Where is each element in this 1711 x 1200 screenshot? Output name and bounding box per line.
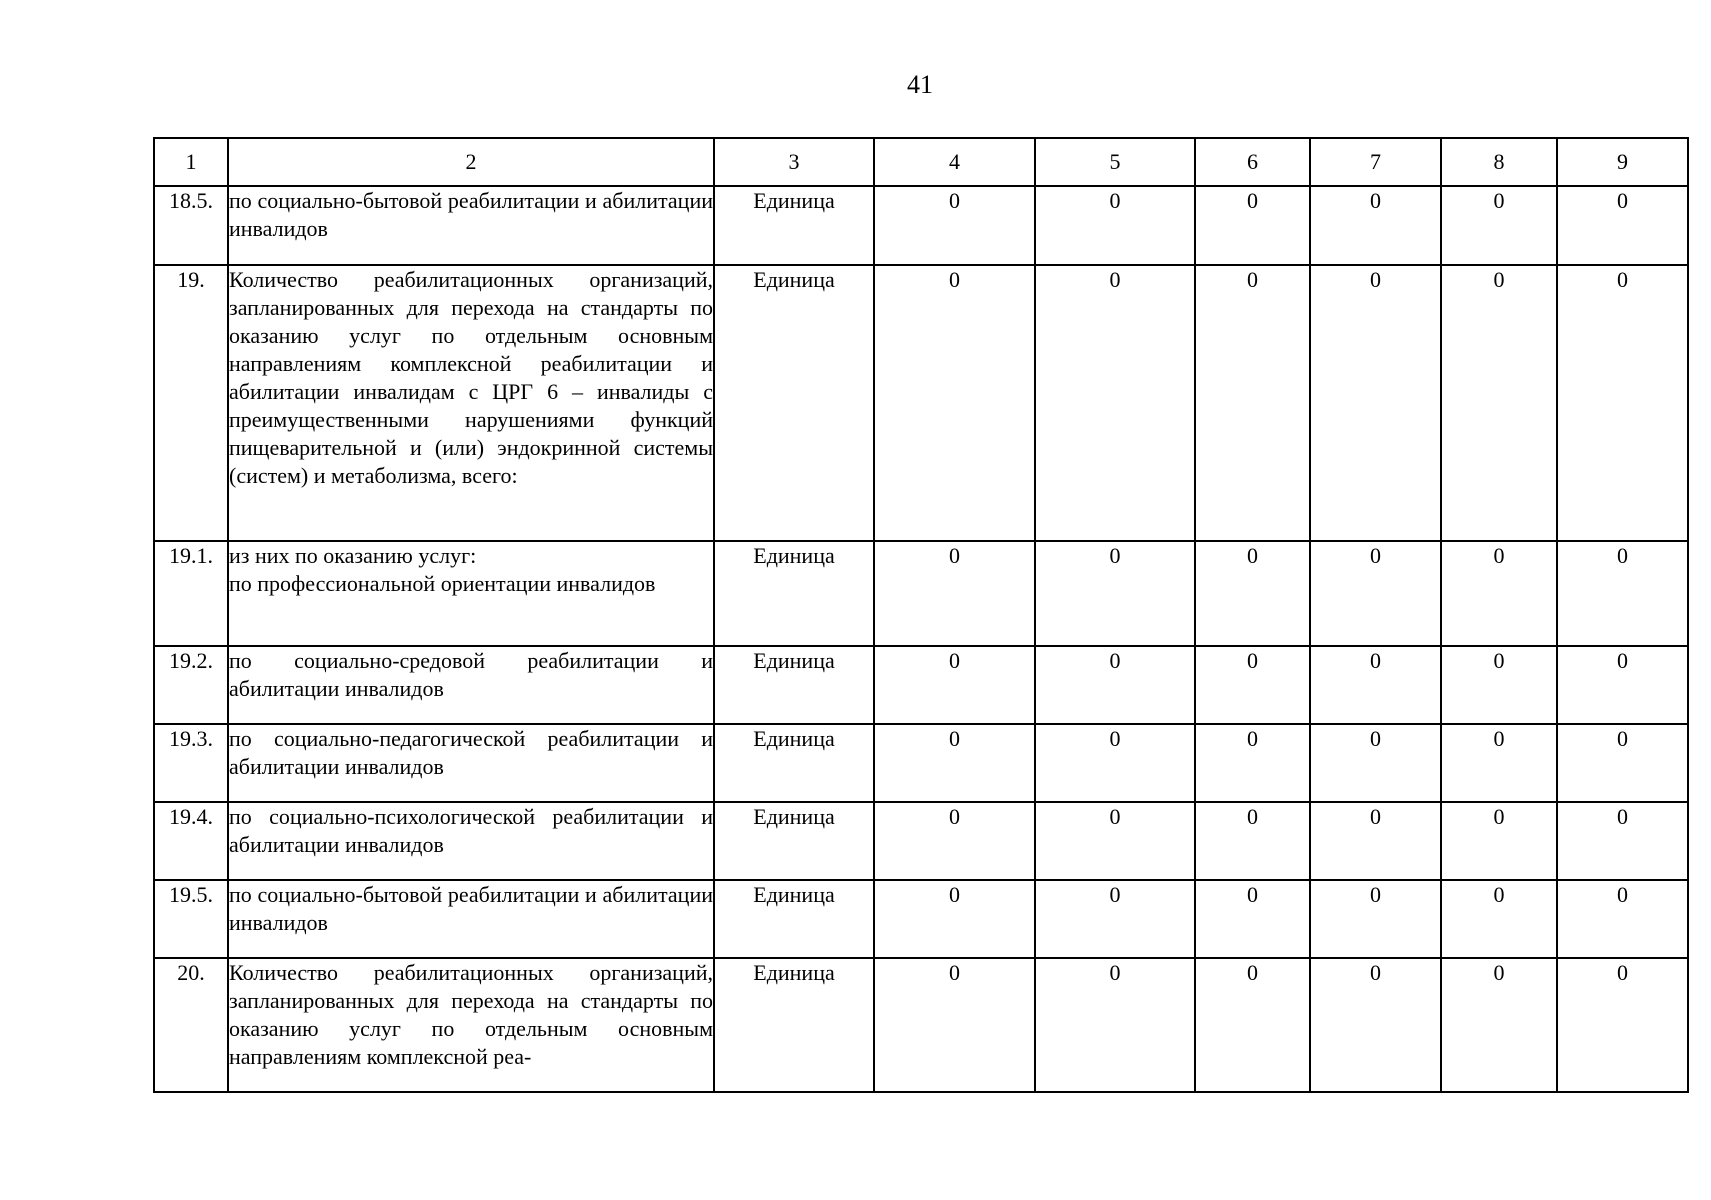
row-value: 0 xyxy=(1035,802,1195,880)
table-row xyxy=(154,958,1688,1092)
row-value: 0 xyxy=(1310,880,1441,958)
row-description xyxy=(228,541,714,646)
row-value: 0 xyxy=(1441,958,1557,1092)
row-description: Количество реабилитационных организаций, запланированных для перехода на стандарты по оказанию услуг по отдельным основным направлениям комплексной реа- xyxy=(228,958,714,1092)
row-unit: Единица xyxy=(714,646,874,724)
row-value: 0 xyxy=(1441,802,1557,880)
row-value: 0 xyxy=(1441,646,1557,724)
row-number: 19.2. xyxy=(154,646,228,724)
row-value: 0 xyxy=(1035,646,1195,724)
column-header: 7 xyxy=(1310,138,1441,186)
row-value: 0 xyxy=(1441,724,1557,802)
column-header: 2 xyxy=(228,138,714,186)
column-header: 6 xyxy=(1195,138,1310,186)
row-description: по социально-бытовой реабилитации и абилитации инвалидов xyxy=(228,186,714,265)
row-value: 0 xyxy=(1557,802,1688,880)
row-value: 0 xyxy=(1035,186,1195,265)
row-value: 0 xyxy=(1557,646,1688,724)
column-header: 1 xyxy=(154,138,228,186)
row-number: 19.3. xyxy=(154,724,228,802)
row-value: 0 xyxy=(1557,186,1688,265)
row-description-intro: из них по оказанию услуг: xyxy=(229,543,477,568)
row-value: 0 xyxy=(874,802,1035,880)
row-value: 0 xyxy=(1441,265,1557,541)
row-value: 0 xyxy=(1310,541,1441,646)
row-value: 0 xyxy=(1310,724,1441,802)
row-value: 0 xyxy=(1195,646,1310,724)
row-value: 0 xyxy=(1035,880,1195,958)
table-row xyxy=(154,802,1688,880)
column-header: 5 xyxy=(1035,138,1195,186)
page-number: 41 xyxy=(907,70,933,99)
row-number: 19. xyxy=(154,265,228,541)
row-unit: Единица xyxy=(714,802,874,880)
row-unit: Единица xyxy=(714,880,874,958)
table-row xyxy=(154,541,1688,646)
row-value: 0 xyxy=(1195,880,1310,958)
row-value: 0 xyxy=(1035,265,1195,541)
table-row xyxy=(154,265,1688,541)
row-description: по социально-средовой реабилитации и абилитации инвалидов xyxy=(228,646,714,724)
row-value: 0 xyxy=(1557,724,1688,802)
row-value: 0 xyxy=(874,186,1035,265)
row-unit: Единица xyxy=(714,265,874,541)
row-value: 0 xyxy=(1557,265,1688,541)
column-number-header-row xyxy=(154,138,1688,186)
table-row xyxy=(154,880,1688,958)
table-row xyxy=(154,646,1688,724)
row-value: 0 xyxy=(1195,802,1310,880)
row-unit: Единица xyxy=(714,724,874,802)
row-value: 0 xyxy=(1195,541,1310,646)
row-value: 0 xyxy=(1557,958,1688,1092)
row-number: 19.1. xyxy=(154,541,228,646)
row-value: 0 xyxy=(874,958,1035,1092)
row-value: 0 xyxy=(1441,880,1557,958)
data-table xyxy=(153,137,1689,1093)
row-value: 0 xyxy=(1035,958,1195,1092)
row-value: 0 xyxy=(874,724,1035,802)
row-unit: Единица xyxy=(714,958,874,1092)
row-value: 0 xyxy=(1310,802,1441,880)
row-value: 0 xyxy=(874,265,1035,541)
row-value: 0 xyxy=(1195,724,1310,802)
row-value: 0 xyxy=(1035,724,1195,802)
row-value: 0 xyxy=(1035,541,1195,646)
row-unit: Единица xyxy=(714,186,874,265)
row-description: Количество реабилитационных организаций, запланированных для перехода на стандарты по оказанию услуг по отдельным основным направлениям комплексной реабилитации и абилитации инвалидам с ЦРГ 6 – инвалиды с преимущественными нарушениями функций пищеварительной и (или) эндокринной системы (систем) и метаболизма, всего: xyxy=(228,265,714,541)
column-header: 4 xyxy=(874,138,1035,186)
row-value: 0 xyxy=(1195,186,1310,265)
column-header: 8 xyxy=(1441,138,1557,186)
row-unit: Единица xyxy=(714,541,874,646)
row-value: 0 xyxy=(1195,958,1310,1092)
row-value: 0 xyxy=(1557,880,1688,958)
row-number: 19.5. xyxy=(154,880,228,958)
row-number: 19.4. xyxy=(154,802,228,880)
row-number: 20. xyxy=(154,958,228,1092)
row-value: 0 xyxy=(1441,186,1557,265)
row-value: 0 xyxy=(1195,265,1310,541)
table-row xyxy=(154,186,1688,265)
row-value: 0 xyxy=(1310,186,1441,265)
row-value: 0 xyxy=(874,880,1035,958)
table-row xyxy=(154,724,1688,802)
row-value: 0 xyxy=(874,646,1035,724)
row-description: по социально-психологической реабилитации и абилитации инвалидов xyxy=(228,802,714,880)
row-description: по социально-педагогической реабилитации и абилитации инвалидов xyxy=(228,724,714,802)
row-value: 0 xyxy=(1441,541,1557,646)
row-value: 0 xyxy=(1557,541,1688,646)
row-value: 0 xyxy=(1310,958,1441,1092)
column-header: 9 xyxy=(1557,138,1688,186)
row-description: по социально-бытовой реабилитации и абилитации инвалидов xyxy=(228,880,714,958)
column-header: 3 xyxy=(714,138,874,186)
row-number: 18.5. xyxy=(154,186,228,265)
row-value: 0 xyxy=(874,541,1035,646)
row-value: 0 xyxy=(1310,646,1441,724)
row-value: 0 xyxy=(1310,265,1441,541)
row-description-text: по профессиональной ориентации инвалидов xyxy=(229,571,656,596)
